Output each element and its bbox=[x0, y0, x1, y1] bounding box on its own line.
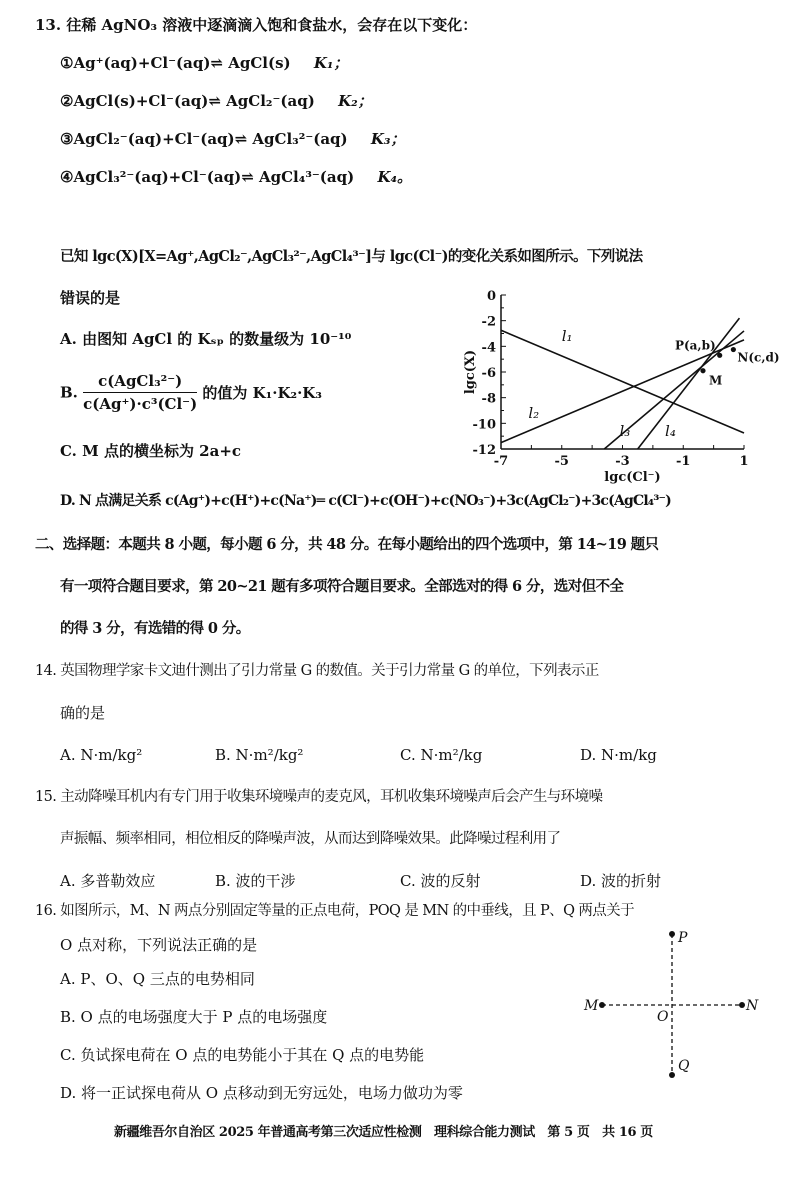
x-tick-label: -7 bbox=[493, 454, 509, 469]
reaction-k: K₂； bbox=[338, 92, 373, 110]
point-label-P: P(a,b) bbox=[674, 338, 716, 353]
q13-known: 已知 lgc(X)[X=Ag⁺,AgCl₂⁻,AgCl₃²⁻,AgCl₄³⁻]与 lgc(Cl⁻)的变化关系如图所示。下列说法 bbox=[60, 248, 643, 265]
reaction-k: K₁； bbox=[313, 54, 349, 72]
label-o: O bbox=[657, 1009, 669, 1025]
q16-option-b: B. O 点的电场强度大于 P 点的电场强度 bbox=[60, 1008, 328, 1026]
q15-option-b: B. 波的干涉 bbox=[215, 872, 296, 890]
q16-charge-diagram bbox=[580, 920, 780, 1090]
q13-option-d: D. N 点满足关系 c(Ag⁺)+c(H⁺)+c(Na⁺)═ c(Cl⁻)+c(OH⁻)+c(NO₃⁻)+3c(AgCl₂⁻)+3c(AgCl₄³⁻) bbox=[60, 493, 671, 509]
point-label-M: M bbox=[708, 373, 723, 388]
fraction-denominator: c(Ag⁺)·c³(Cl⁻) bbox=[83, 395, 198, 413]
option-b-suffix: 的值为 K₁·K₂·K₃ bbox=[202, 384, 322, 402]
y-tick-label: -10 bbox=[472, 417, 496, 433]
q14-option-c: C. N·m²/kg bbox=[400, 746, 483, 764]
y-tick-label: -2 bbox=[481, 314, 496, 330]
q16-option-d: D. 将一正试探电荷从 O 点移动到无穷远处，电场力做功为零 bbox=[60, 1084, 463, 1102]
reaction-equation: ②AgCl(s)+Cl⁻(aq)⇌ AgCl₂⁻(aq) bbox=[60, 92, 315, 110]
series-label: l₁ bbox=[561, 327, 573, 346]
y-tick-label: -6 bbox=[481, 366, 496, 381]
x-tick-label: -1 bbox=[676, 454, 691, 469]
q13-chart bbox=[460, 285, 780, 485]
section2-line-2: 有一项符合题目要求，第 20~21 题有多项符合题目要求。全部选对的得 6 分，选对但不全 bbox=[60, 578, 624, 595]
q13-stem: 13. 往稀 AgNO₃ 溶液中逐滴滴入饱和食盐水，会存在以下变化： bbox=[35, 16, 478, 34]
q14-option-d: D. N·m/kg bbox=[580, 746, 657, 764]
q13-reaction-3 bbox=[60, 128, 405, 150]
series-label: l₃ bbox=[619, 422, 631, 441]
q15-option-d: D. 波的折射 bbox=[580, 872, 662, 890]
reaction-k: K₃； bbox=[370, 130, 406, 148]
q13-reaction-2 bbox=[60, 90, 373, 112]
reaction-equation: ④AgCl₃²⁻(aq)+Cl⁻(aq)⇌ AgCl₄³⁻(aq) bbox=[60, 168, 355, 186]
x-tick-label: 1 bbox=[739, 454, 749, 469]
q14-stem-2: 确的是 bbox=[60, 704, 106, 722]
x-tick-label: -5 bbox=[554, 454, 569, 469]
y-tick-label: -4 bbox=[481, 340, 496, 356]
section2-line-1: 二、选择题：本题共 8 小题，每小题 6 分，共 48 分。在每小题给出的四个选项中，第 14~19 题只 bbox=[35, 536, 659, 553]
q13-known-2: 错误的是 bbox=[60, 289, 121, 307]
charge-n bbox=[739, 1002, 745, 1008]
q16-option-c: C. 负试探电荷在 O 点的电势能小于其在 Q 点的电势能 bbox=[60, 1046, 425, 1064]
y-tick-label: -12 bbox=[472, 443, 496, 458]
q16-stem: 16. 如图所示，M、N 两点分别固定等量的正点电荷，POQ 是 MN 的中垂线，且 P、Q 两点关于 bbox=[35, 903, 634, 919]
page-footer: 新疆维吾尔自治区 2025 年普通高考第三次适应性检测 理科综合能力测试 第 5 页 共 16 页 bbox=[114, 1125, 653, 1140]
q15-stem: 15. 主动降噪耳机内有专门用于收集环境噪声的麦克风，耳机收集环境噪声后会产生与环境噪 bbox=[35, 789, 603, 805]
reaction-equation: ③AgCl₂⁻(aq)+Cl⁻(aq)⇌ AgCl₃²⁻(aq) bbox=[60, 130, 348, 148]
q16-stem-2: O 点对称，下列说法正确的是 bbox=[60, 936, 258, 954]
option-b-fraction bbox=[83, 372, 197, 413]
point-p bbox=[669, 931, 675, 937]
label-m: M bbox=[584, 998, 599, 1014]
point-P bbox=[717, 353, 722, 358]
q15-stem-2: 声振幅、频率相同，相位相反的降噪声波，从而达到降噪效果。此降噪过程利用了 bbox=[60, 831, 561, 847]
point-label-N: N(c,d) bbox=[737, 350, 780, 365]
point-q bbox=[669, 1072, 675, 1078]
point-N bbox=[731, 347, 736, 352]
label-n: N bbox=[746, 998, 759, 1014]
q14-option-a: A. N·m/kg² bbox=[60, 746, 143, 764]
q13-option-c: C. M 点的横坐标为 2a+c bbox=[60, 442, 242, 460]
y-tick-label: -8 bbox=[481, 391, 496, 407]
label-p: P bbox=[678, 930, 688, 946]
series-label: l₂ bbox=[528, 404, 540, 423]
x-tick-label: -3 bbox=[615, 454, 630, 469]
q13-option-a: A. 由图知 AgCl 的 Kₛₚ 的数量级为 10⁻¹⁰ bbox=[60, 330, 352, 348]
q14-stem: 14. 英国物理学家卡文迪什测出了引力常量 G 的数值。关于引力常量 G 的单位，下列表示正 bbox=[35, 663, 599, 679]
q13-reaction-1 bbox=[60, 52, 348, 74]
q13-option-b bbox=[60, 372, 322, 413]
chart-y-axis-label: lgc(X) bbox=[463, 349, 478, 395]
reaction-equation: ①Ag⁺(aq)+Cl⁻(aq)⇌ AgCl(s) bbox=[60, 54, 291, 72]
option-b-prefix: B. bbox=[60, 383, 78, 402]
label-q: Q bbox=[678, 1058, 690, 1074]
q15-option-c: C. 波的反射 bbox=[400, 872, 481, 890]
q16-option-a: A. P、O、Q 三点的电势相同 bbox=[60, 970, 255, 988]
y-tick-label: 0 bbox=[486, 289, 496, 304]
chart-axes bbox=[473, 289, 749, 469]
series-label: l₄ bbox=[665, 422, 676, 441]
point-M bbox=[700, 368, 705, 373]
chart-x-axis-label: lgc(Cl⁻) bbox=[604, 470, 661, 485]
reaction-k: K₄。 bbox=[377, 168, 413, 186]
section2-line-3: 的得 3 分，有选错的得 0 分。 bbox=[60, 620, 250, 637]
q13-reaction-4 bbox=[60, 166, 412, 188]
q15-option-a: A. 多普勒效应 bbox=[60, 872, 156, 890]
charge-m bbox=[599, 1002, 605, 1008]
fraction-numerator: c(AgCl₃²⁻) bbox=[83, 372, 197, 393]
q14-option-b: B. N·m²/kg² bbox=[215, 746, 304, 764]
